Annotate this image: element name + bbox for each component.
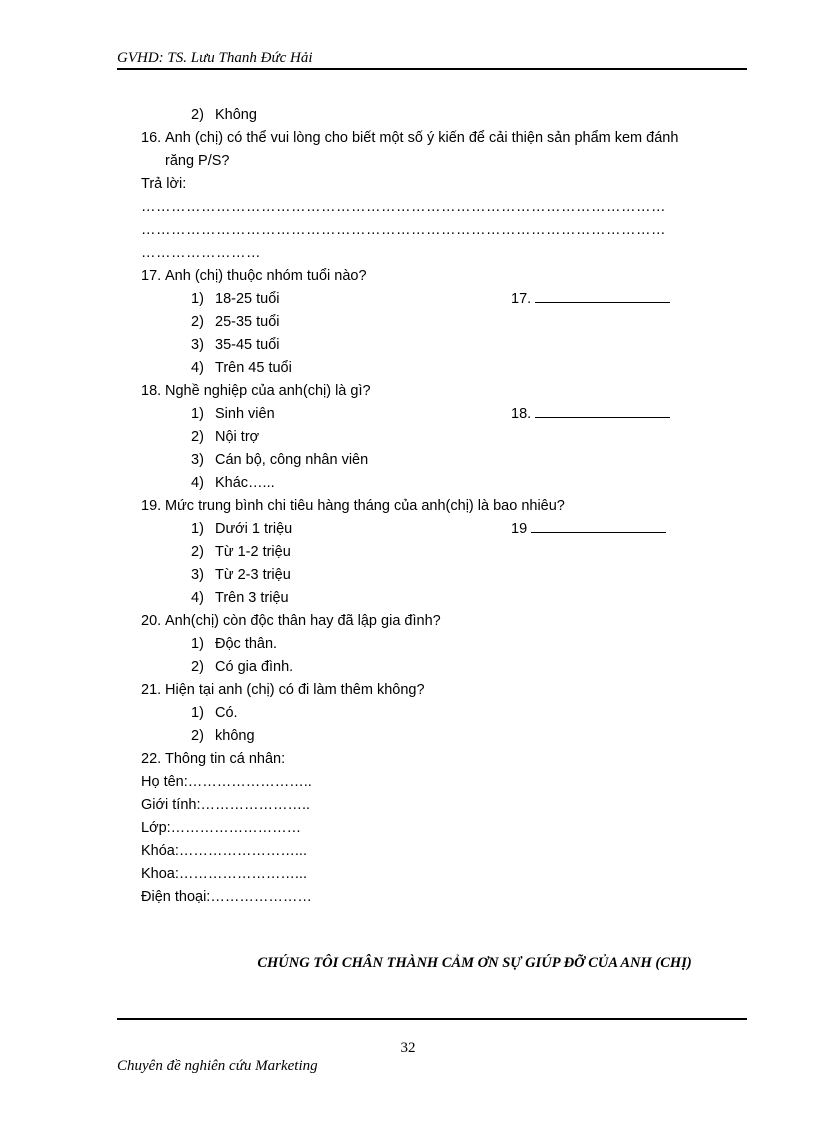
option-line: 1) Dưới 1 triệu 19 (141, 518, 751, 541)
question-20: 20. Anh(chị) còn độc thân hay đã lập gia đình? (141, 613, 441, 629)
question-21: 21. Hiện tại anh (chị) có đi làm thêm không? (141, 682, 425, 698)
page-number: 32 (400, 1040, 416, 1056)
question-19: 19. Mức trung bình chi tiêu hàng tháng của anh(chị) là bao nhiêu? (141, 498, 565, 514)
page-header: GVHD: TS. Lưu Thanh Đức Hải (117, 50, 313, 66)
option-line: 2) Nội trợ (191, 429, 260, 445)
header-rule (117, 68, 747, 70)
page-footer: Chuyên đề nghiên cứu Marketing (117, 1058, 318, 1074)
answer-dots-line: …………………………………………………………………………………………… (141, 199, 666, 215)
answer-blank (535, 288, 670, 303)
answer-blank (531, 518, 666, 533)
option-line: 4) Trên 45 tuổi (191, 360, 292, 376)
answer-label: Trả lời: (141, 176, 187, 192)
option-line: 1) 18-25 tuổi 17. (141, 288, 751, 311)
question-18: 18. Nghề nghiệp của anh(chị) là gì? (141, 383, 371, 399)
option-line: 3) Từ 2-3 triệu (191, 567, 291, 583)
info-gender-field: Giới tính:………………….. (141, 797, 311, 813)
question-16: 16. Anh (chị) có thể vui lòng cho biết một số ý kiến để cải thiện sản phẩm kem đánh (141, 130, 679, 146)
answer-dots-line: …………………… (141, 245, 261, 261)
info-class-field: Lớp:……………………… (141, 820, 302, 836)
answer-blank (535, 403, 670, 418)
footer-rule (117, 1018, 747, 1020)
option-line: 2) Không (191, 107, 257, 123)
option-line: 3) 35-45 tuổi (191, 337, 280, 353)
option-line: 4) Khác…... (191, 475, 275, 491)
answer-code-18: 18. (511, 403, 670, 426)
option-line: 1) Có. (191, 705, 238, 721)
info-phone-field: Điện thoại:………………… (141, 889, 312, 905)
answer-code-17: 17. (511, 288, 670, 311)
info-name-field: Họ tên:…………………….. (141, 774, 312, 790)
info-faculty-field: Khoa:……………………... (141, 866, 307, 882)
answer-dots-line: …………………………………………………………………………………………… (141, 222, 666, 238)
questionnaire-body (141, 104, 751, 909)
option-line: 2) 25-35 tuổi (191, 314, 280, 330)
option-line: 1) Sinh viên 18. (141, 403, 751, 426)
option-line: 2) Từ 1-2 triệu (191, 544, 291, 560)
answer-code-19: 19 (511, 518, 666, 541)
option-line: 4) Trên 3 triệu (191, 590, 289, 606)
question-22: 22. Thông tin cá nhân: (141, 751, 286, 767)
question-16-continued: răng P/S? (165, 153, 230, 169)
option-line: 1) Độc thân. (191, 636, 278, 652)
option-line: 2) Có gia đình. (191, 659, 294, 675)
question-17: 17. Anh (chị) thuộc nhóm tuổi nào? (141, 268, 367, 284)
info-course-field: Khóa:……………………... (141, 843, 307, 859)
option-line: 2) không (191, 728, 255, 744)
option-line: 3) Cán bộ, công nhân viên (191, 452, 369, 468)
closing-thanks: CHÚNG TÔI CHÂN THÀNH CẢM ƠN SỰ GIÚP ĐỠ CỦA ANH (CHỊ) (257, 955, 692, 971)
